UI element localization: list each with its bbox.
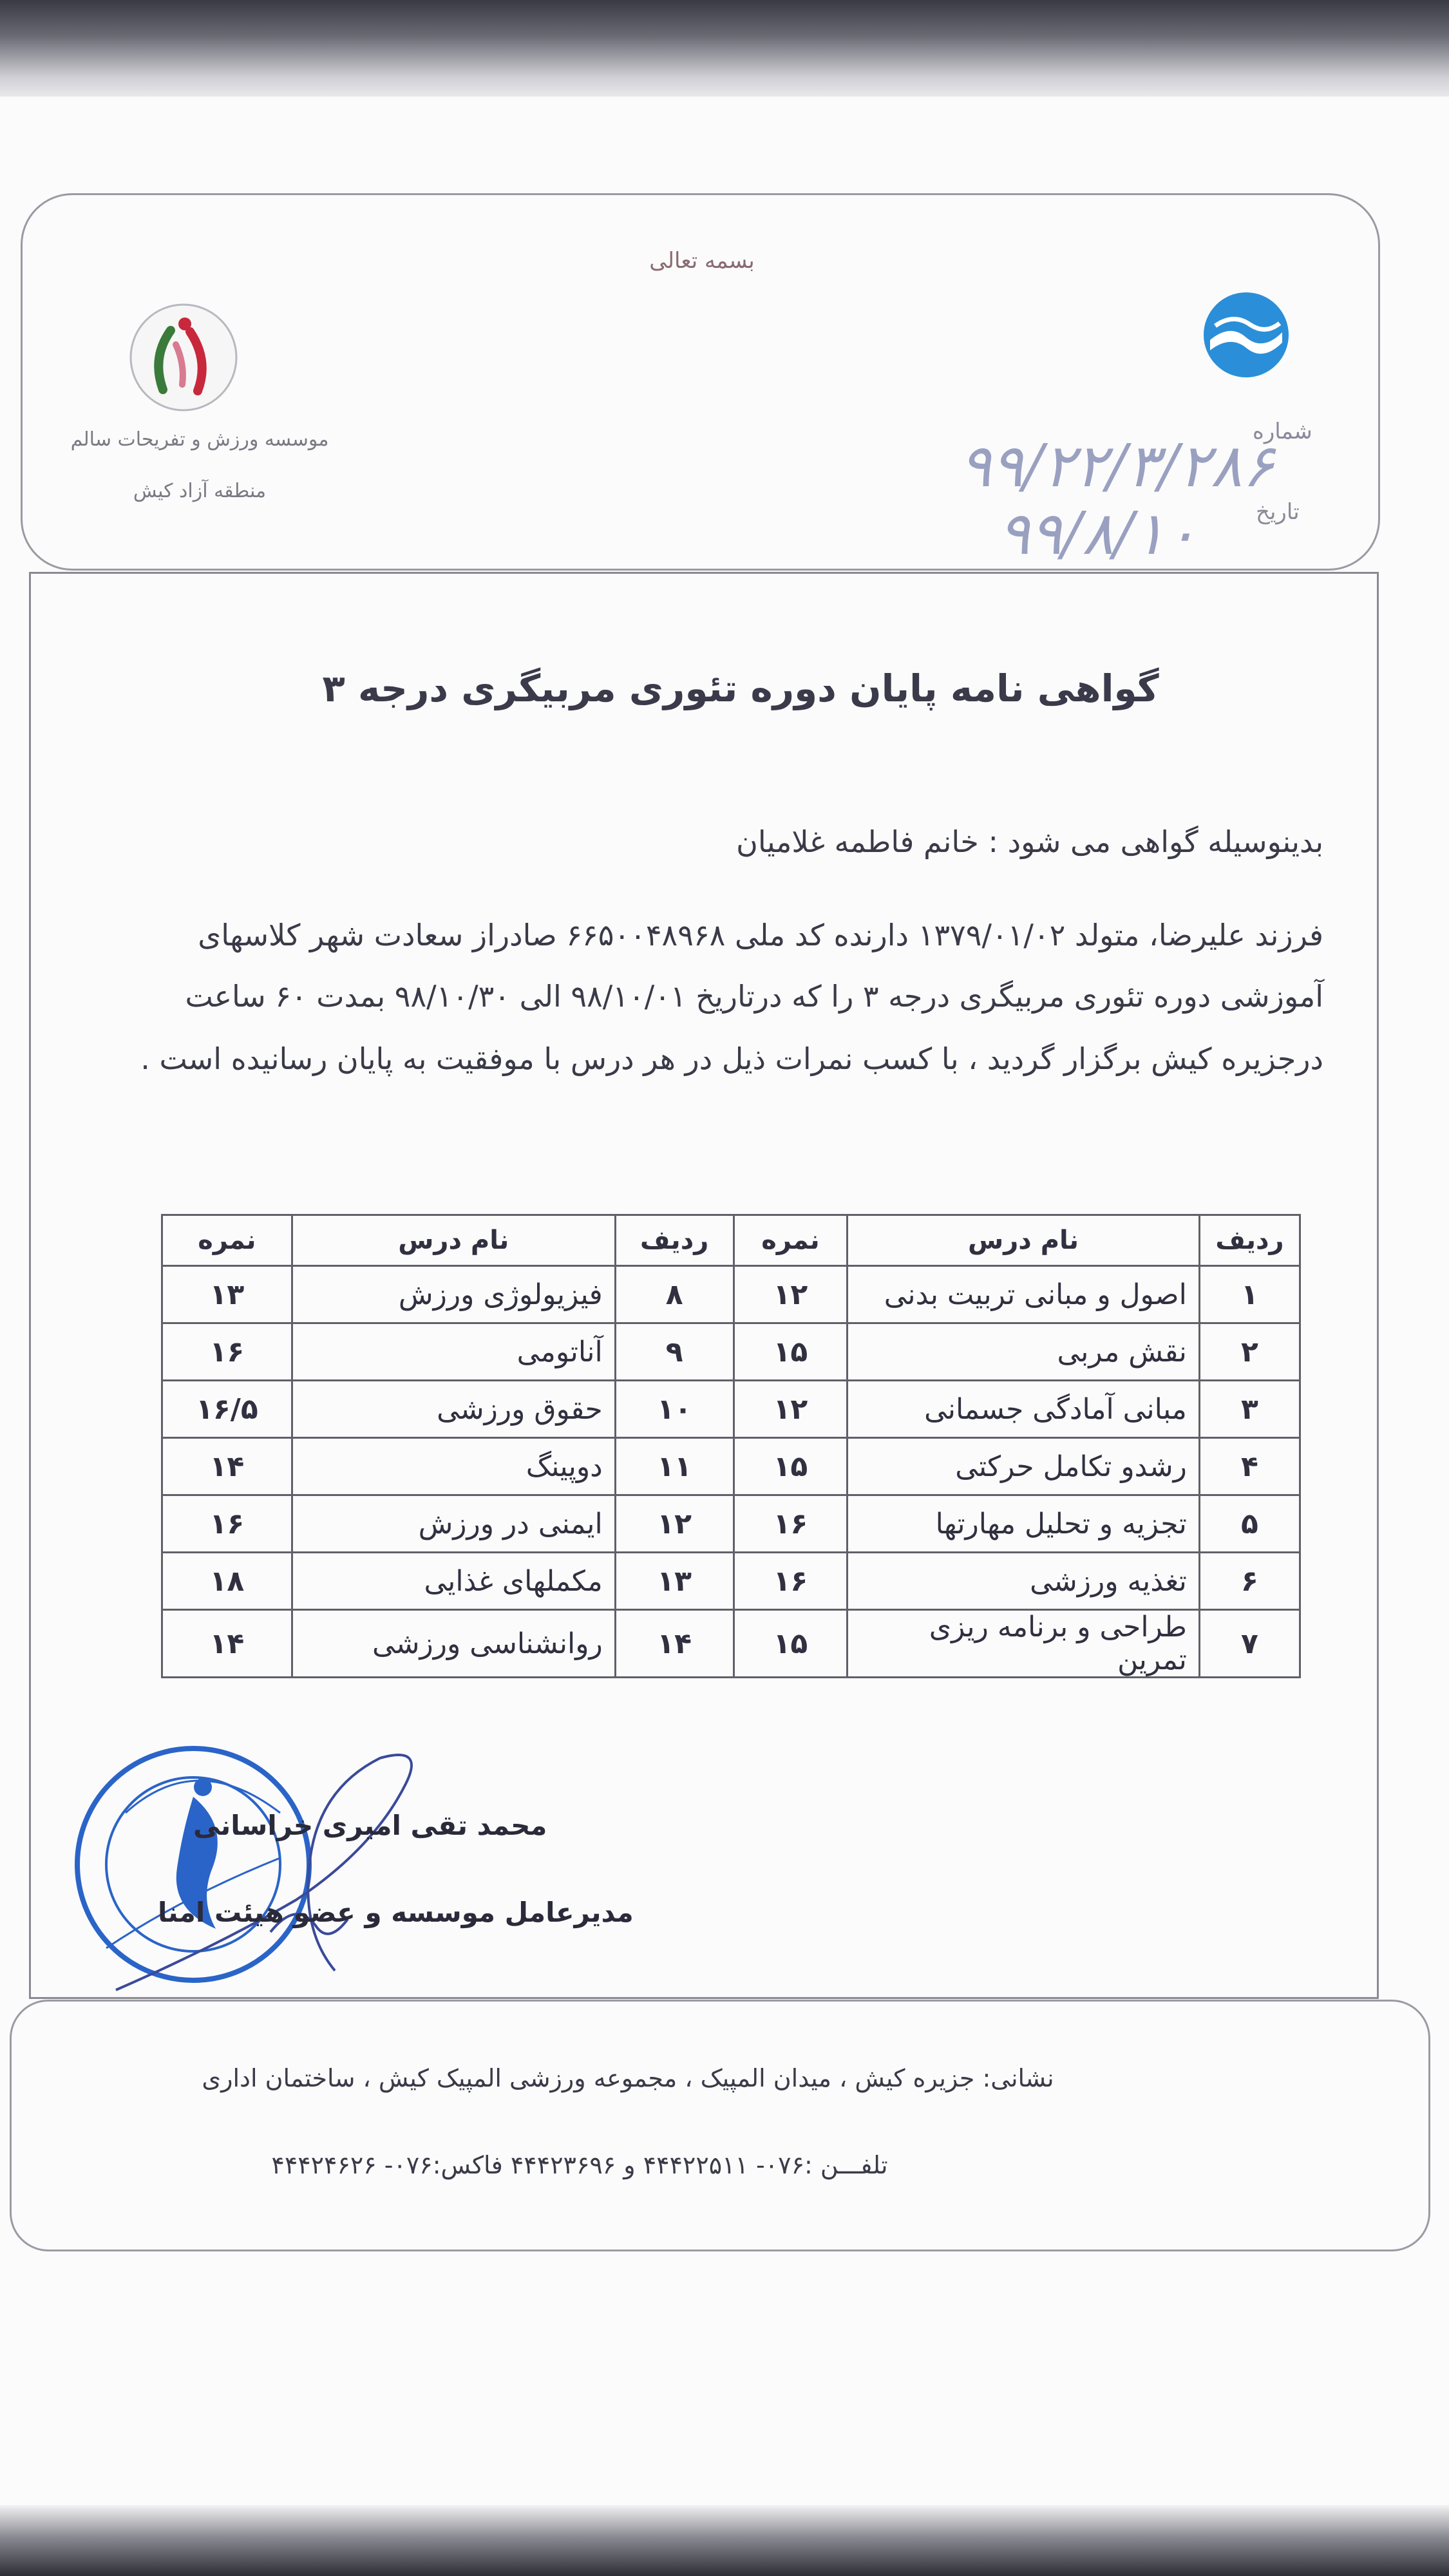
row-number: ۱۲ (615, 1495, 734, 1553)
signatory-name: محمد تقی امیری خراسانی (193, 1810, 547, 1841)
letter-number: ۹۹/۲۲/۳/۲۸۶ (960, 431, 1274, 500)
grades-table (161, 1214, 1301, 1678)
organization-region: منطقه آزاد کیش (133, 480, 267, 502)
footer-phone: تلفـــن :۰۷۶- ۴۴۴۲۲۵۱۱ و ۴۴۴۲۳۶۹۶ فاکس:۰۷۶- ۴۴۴۲۴۶۲۶ (271, 2151, 888, 2179)
certificate-title: گواهی نامه پایان دوره تئوری مربیگری درجه ۳ (322, 667, 1159, 710)
grade: ۱۵ (734, 1610, 848, 1678)
course-name: مکملهای غذایی (292, 1553, 615, 1610)
course-name: مبانی آمادگی جسمانی (848, 1381, 1200, 1438)
grade: ۱۶ (162, 1323, 292, 1381)
row-number: ۵ (1199, 1495, 1300, 1553)
grade: ۱۶ (162, 1495, 292, 1553)
row-number: ۱۴ (615, 1610, 734, 1678)
grade: ۱۴ (162, 1438, 292, 1495)
signature-scribble-icon (103, 1739, 438, 2009)
grade: ۱۶ (734, 1495, 848, 1553)
grade: ۱۴ (162, 1610, 292, 1678)
number-label: شماره (1253, 419, 1312, 444)
grade: ۱۲ (734, 1381, 848, 1438)
course-name: تغذیه ورزشی (848, 1553, 1200, 1610)
row-number: ۷ (1199, 1610, 1300, 1678)
table-row (162, 1610, 1300, 1678)
row-number: ۶ (1199, 1553, 1300, 1610)
header-row-number: ردیف (615, 1215, 734, 1266)
date-label: تاریخ (1256, 499, 1300, 525)
course-name: فیزیولوژی ورزش (292, 1266, 615, 1323)
course-name: دوپینگ (292, 1438, 615, 1495)
row-number: ۹ (615, 1323, 734, 1381)
table-row (162, 1438, 1300, 1495)
course-name: آناتومی (292, 1323, 615, 1381)
grade: ۱۵ (734, 1438, 848, 1495)
row-number: ۳ (1199, 1381, 1300, 1438)
photo-top-shadow (0, 0, 1449, 103)
table-row (162, 1495, 1300, 1553)
course-name: ایمنی در ورزش (292, 1495, 615, 1553)
grade: ۱۸ (162, 1553, 292, 1610)
row-number: ۱۳ (615, 1553, 734, 1610)
sport-institute-logo-icon (126, 299, 242, 415)
header-course-name: نام درس (848, 1215, 1200, 1266)
grade: ۱۳ (162, 1266, 292, 1323)
row-number: ۱ (1199, 1266, 1300, 1323)
course-name: روانشناسی ورزشی (292, 1610, 615, 1678)
course-name: رشدو تکامل حرکتی (848, 1438, 1200, 1495)
row-number: ۲ (1199, 1323, 1300, 1381)
table-row (162, 1553, 1300, 1610)
header-grade: نمره (734, 1215, 848, 1266)
table-row (162, 1381, 1300, 1438)
table-row (162, 1266, 1300, 1323)
basmala: بسمه تعالی (649, 248, 755, 274)
course-name: طراحی و برنامه ریزی تمرین (848, 1610, 1200, 1678)
certificate-intro: بدینوسیله گواهی می شود : خانم فاطمه غلامیان (736, 824, 1323, 859)
certificate-line-1: فرزند علیرضا، متولد ۱۳۷۹/۰۱/۰۲ دارنده کد ملی ۶۶۵۰۰۴۸۹۶۸ صادراز سعادت شهر کلاسهای (198, 918, 1323, 952)
organization-name: موسسه ورزش و تفریحات سالم (70, 428, 329, 451)
footer-address: نشانی: جزیره کیش ، میدان المپیک ، مجموعه ورزشی المپیک کیش ، ساختمان اداری (202, 2064, 1054, 2092)
table-row (162, 1323, 1300, 1381)
header-grade: نمره (162, 1215, 292, 1266)
grade: ۱۵ (734, 1323, 848, 1381)
signatory-title: مدیرعامل موسسه و عضو هیئت امنا (158, 1897, 634, 1928)
ministry-logo-icon (1201, 290, 1291, 380)
grades-table-header (162, 1215, 1300, 1266)
course-name: نقش مربی (848, 1323, 1200, 1381)
grade: ۱۶ (734, 1553, 848, 1610)
footer-frame (10, 2000, 1430, 2251)
header-row-number: ردیف (1199, 1215, 1300, 1266)
course-name: تجزیه و تحلیل مهارتها (848, 1495, 1200, 1553)
photo-bottom-shadow (0, 2505, 1449, 2576)
course-name: حقوق ورزشی (292, 1381, 615, 1438)
row-number: ۱۰ (615, 1381, 734, 1438)
row-number: ۴ (1199, 1438, 1300, 1495)
course-name: اصول و مبانی تربیت بدنی (848, 1266, 1200, 1323)
grade: ۱۶/۵ (162, 1381, 292, 1438)
certificate-line-3: درجزیره کیش برگزار گردید ، با کسب نمرات ذیل در هر درس با موفقیت به پایان رسانیده است . (140, 1041, 1323, 1076)
grade: ۱۲ (734, 1266, 848, 1323)
certificate-line-2: آموزشی دوره تئوری مربیگری درجه ۳ را که درتاریخ ۹۸/۱۰/۰۱ الی ۹۸/۱۰/۳۰ بمدت ۶۰ ساعت (185, 979, 1323, 1014)
row-number: ۱۱ (615, 1438, 734, 1495)
letter-date: ۹۹/۸/۱۰ (998, 499, 1198, 568)
header-course-name: نام درس (292, 1215, 615, 1266)
row-number: ۸ (615, 1266, 734, 1323)
